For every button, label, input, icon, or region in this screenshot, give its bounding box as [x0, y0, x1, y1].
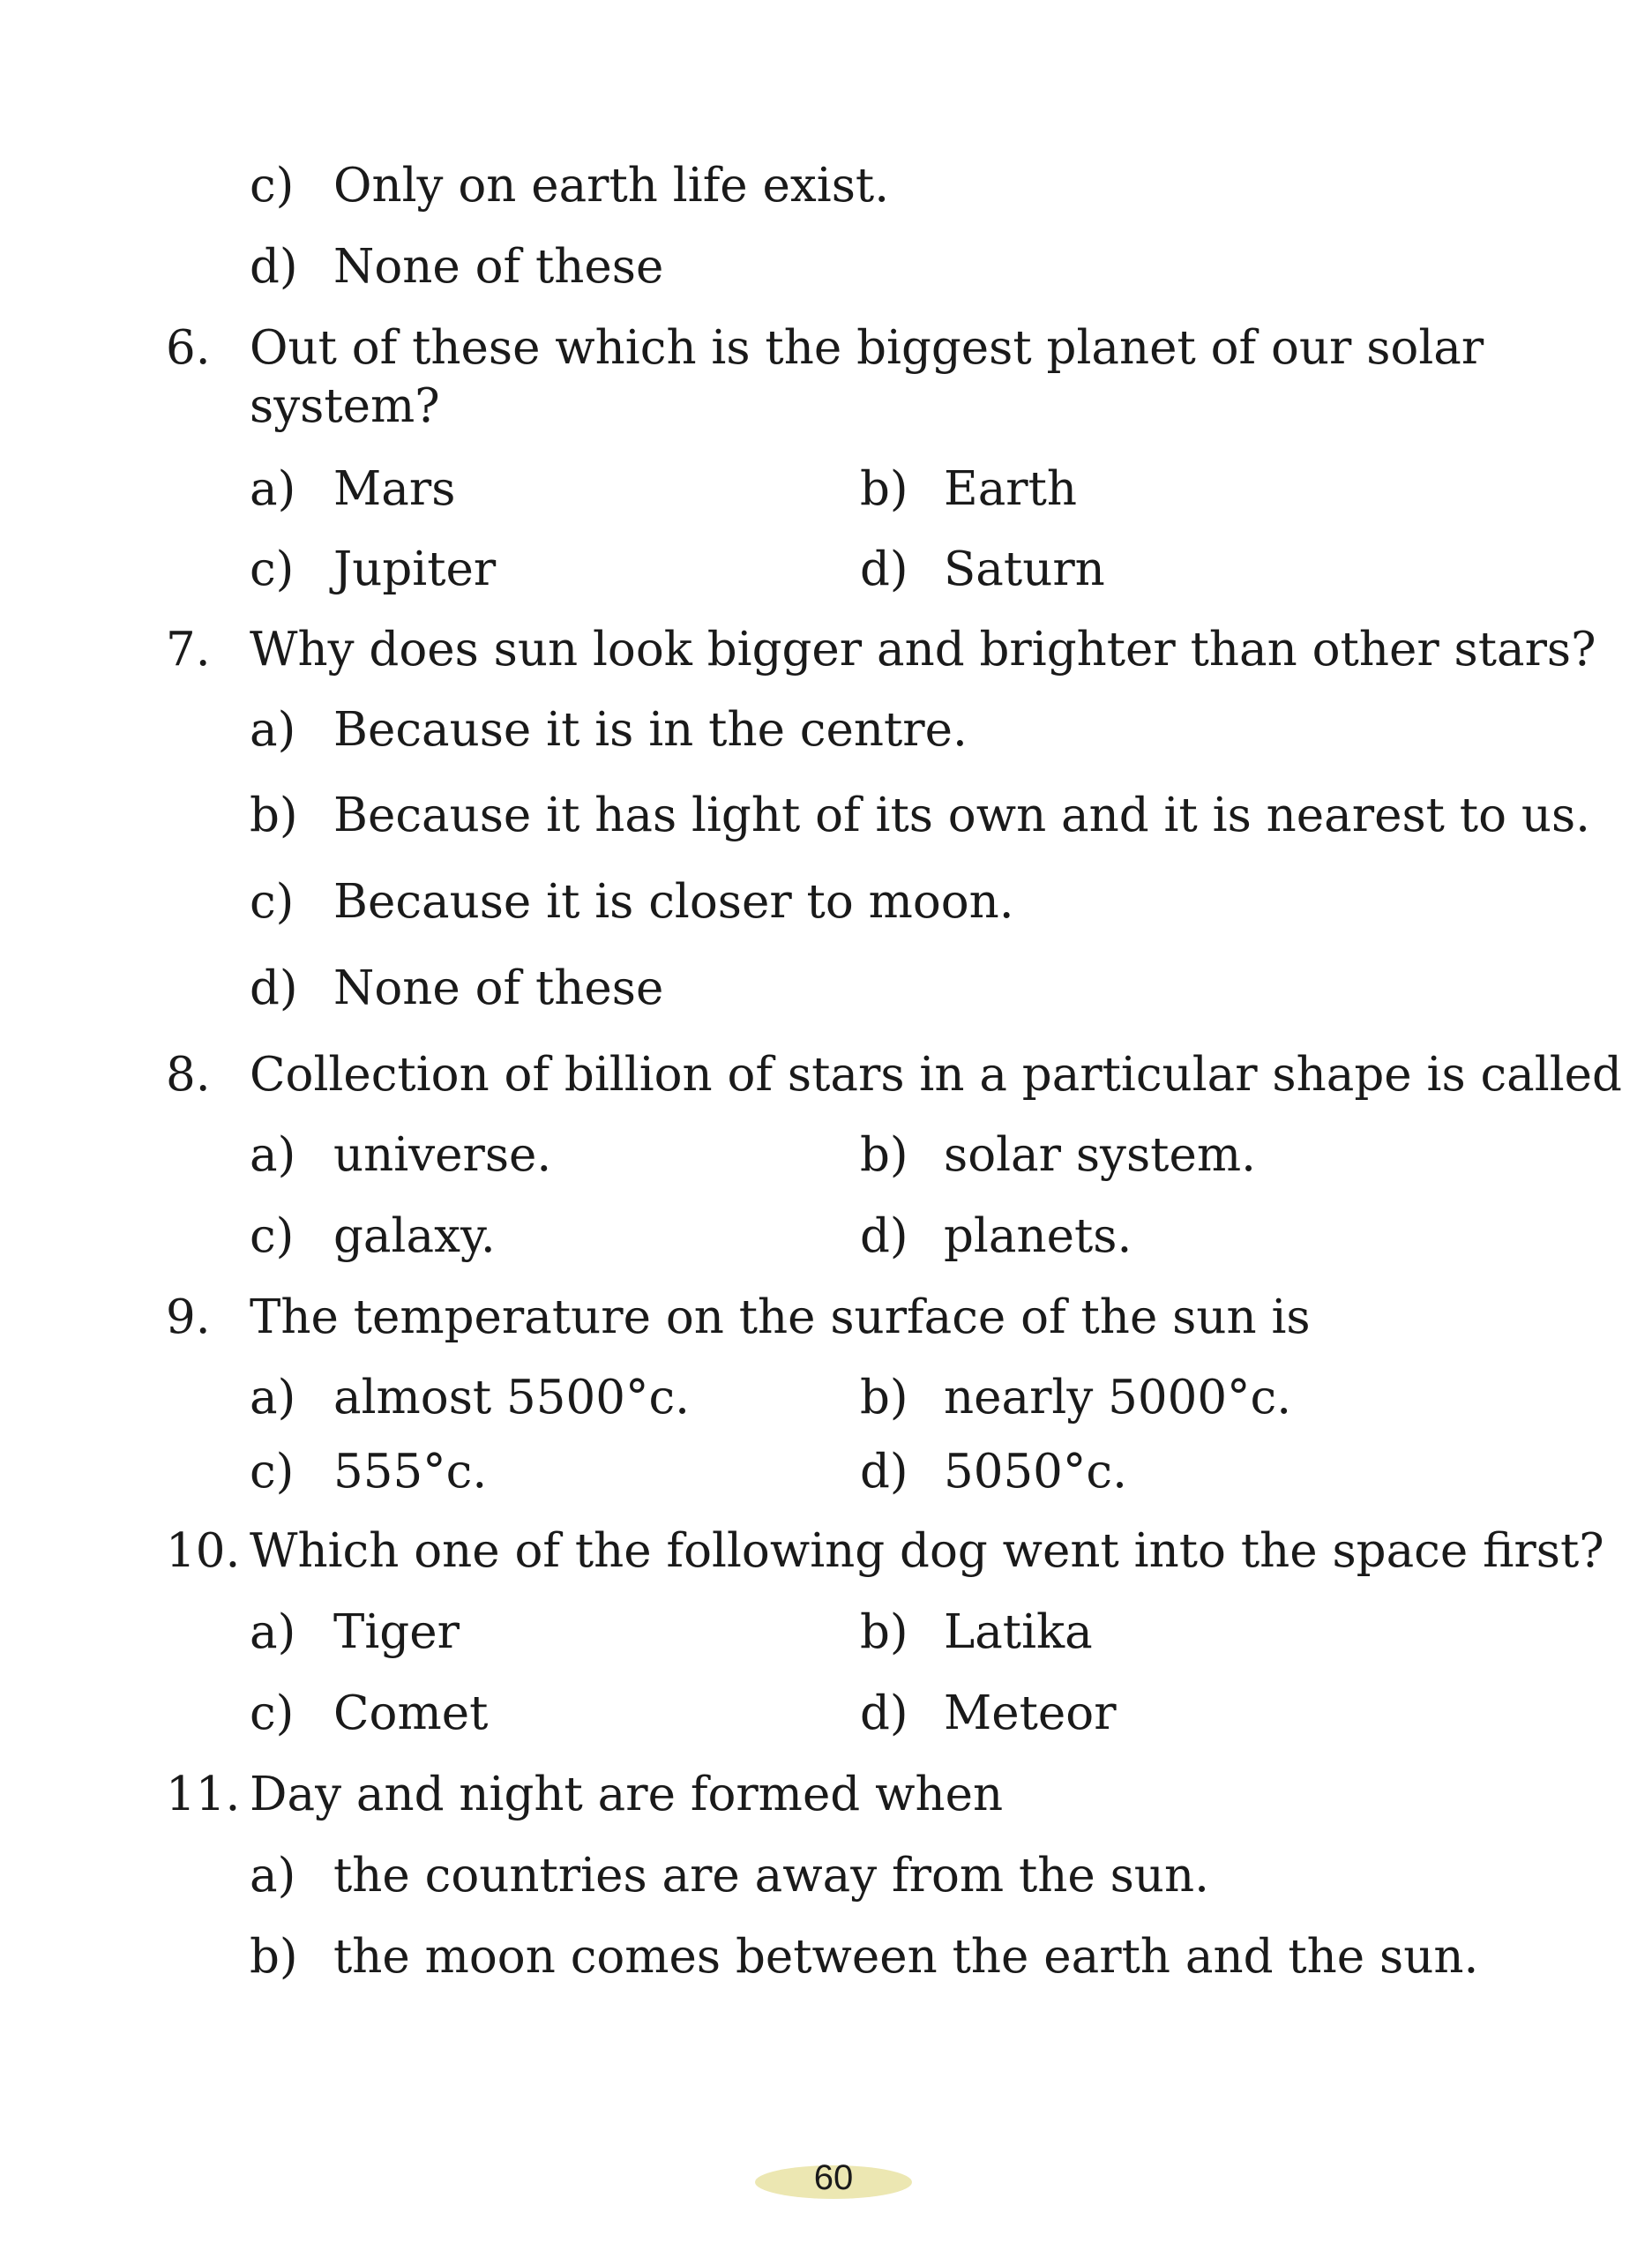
option-text: universe.	[333, 1128, 552, 1182]
question-text: Collection of billion of stars in a particular shape is called	[250, 1048, 1622, 1102]
option-label: a)	[250, 462, 296, 516]
option-label: d)	[860, 542, 908, 596]
option-label: b)	[250, 789, 298, 842]
option-text: Tiger	[333, 1605, 460, 1659]
option-text: solar system.	[944, 1128, 1256, 1182]
option-label: d)	[250, 961, 298, 1015]
question-text: Why does sun look bigger and brighter than other stars?	[250, 623, 1596, 677]
option-text: 5050°c.	[944, 1445, 1127, 1499]
option-label: b)	[860, 462, 908, 516]
option-text: Because it is in the centre.	[333, 703, 968, 757]
option-label: a)	[250, 1605, 296, 1659]
option-text: planets.	[944, 1209, 1132, 1263]
option-label: c)	[250, 159, 295, 213]
option-label: b)	[250, 1930, 298, 1984]
option-label: c)	[250, 1686, 295, 1740]
option-label: d)	[250, 240, 298, 294]
option-text: Saturn	[944, 542, 1105, 596]
question-number: 6.	[166, 321, 211, 375]
option-label: a)	[250, 703, 296, 757]
question-number: 8.	[166, 1048, 211, 1102]
question-number: 9.	[166, 1290, 211, 1344]
question-number: 10.	[166, 1524, 241, 1578]
option-text: the moon comes between the earth and the sun.	[333, 1930, 1479, 1984]
option-text: Comet	[333, 1686, 489, 1740]
option-text: None of these	[333, 961, 664, 1015]
option-text: Latika	[944, 1605, 1093, 1659]
option-label: d)	[860, 1445, 908, 1499]
question-number: 11.	[166, 1768, 241, 1821]
option-text: the countries are away from the sun.	[333, 1849, 1209, 1903]
option-text: Earth	[944, 462, 1078, 516]
option-text: Because it is closer to moon.	[333, 875, 1014, 929]
option-label: b)	[860, 1605, 908, 1659]
option-label: d)	[860, 1209, 908, 1263]
option-label: d)	[860, 1686, 908, 1740]
option-label: a)	[250, 1849, 296, 1903]
option-label: c)	[250, 1209, 295, 1263]
option-text: 555°c.	[333, 1445, 488, 1499]
option-text: Mars	[333, 462, 456, 516]
option-text: None of these	[333, 240, 664, 294]
option-text: Meteor	[944, 1686, 1117, 1740]
question-text: system?	[250, 379, 440, 433]
question-text: Out of these which is the biggest planet of our solar	[250, 321, 1484, 375]
question-text: The temperature on the surface of the sun is	[250, 1290, 1311, 1344]
option-label: a)	[250, 1128, 296, 1182]
option-label: c)	[250, 1445, 295, 1499]
question-text: Which one of the following dog went into the space first?	[250, 1524, 1604, 1578]
option-text: almost 5500°c.	[333, 1371, 690, 1424]
option-text: galaxy.	[333, 1209, 496, 1263]
question-text: Day and night are formed when	[250, 1768, 1004, 1821]
option-label: c)	[250, 875, 295, 929]
option-text: Jupiter	[333, 542, 497, 596]
option-label: b)	[860, 1128, 908, 1182]
option-text: nearly 5000°c.	[944, 1371, 1292, 1424]
question-number: 7.	[166, 623, 211, 677]
option-text: Because it has light of its own and it is nearest to us.	[333, 789, 1591, 842]
option-label: b)	[860, 1371, 908, 1424]
option-text: Only on earth life exist.	[333, 159, 890, 213]
option-label: a)	[250, 1371, 296, 1424]
page-number-badge	[755, 2158, 912, 2199]
option-label: c)	[250, 542, 295, 596]
page-number: 60	[813, 2158, 854, 2197]
